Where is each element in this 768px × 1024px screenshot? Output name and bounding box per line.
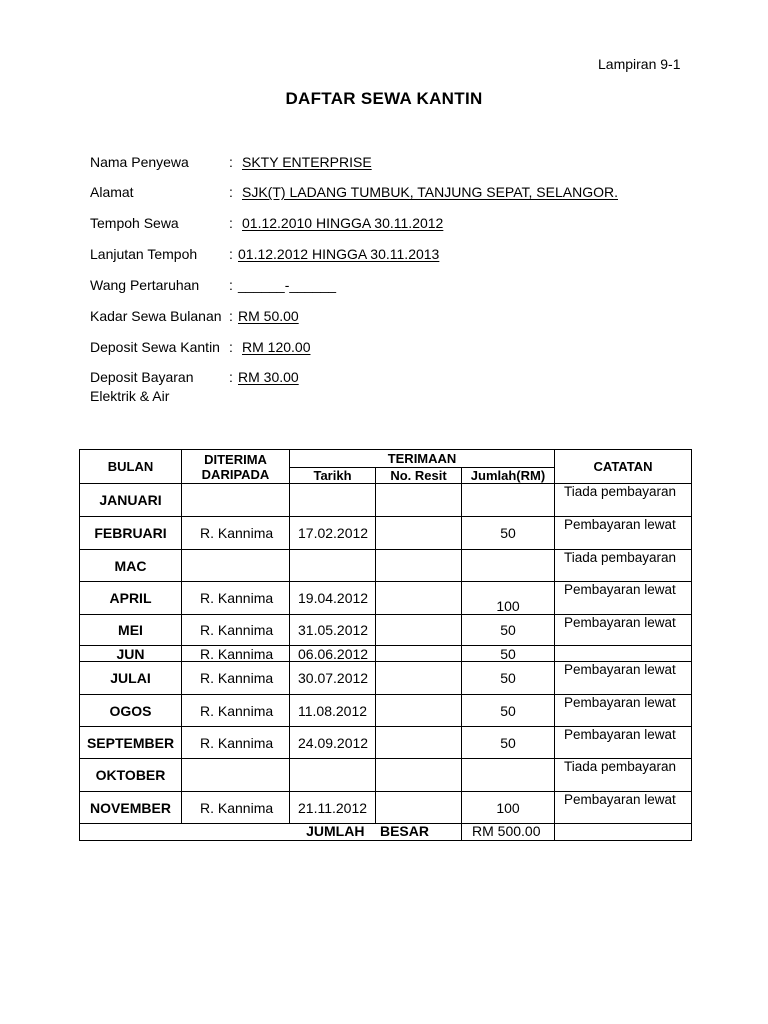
cell-from — [182, 484, 290, 517]
appendix-label: Lampiran 9-1 — [598, 56, 681, 72]
cell-amount: 50 — [462, 646, 555, 662]
table-row — [80, 727, 692, 759]
cell-note: Pembayaran lewat — [555, 695, 692, 727]
cell-note: Pembayaran lewat — [555, 517, 692, 550]
header-bulan: BULAN — [80, 450, 182, 484]
info-separator: : — [229, 308, 233, 324]
info-value: 01.12.2010 HINGGA 30.11.2012 — [242, 215, 444, 231]
cell-date — [290, 759, 376, 792]
info-value: SKTY ENTERPRISE — [242, 154, 372, 170]
cell-amount: 100 — [462, 792, 555, 824]
cell-from: R. Kannima — [182, 615, 290, 646]
info-label: Tempoh Sewa — [90, 215, 179, 231]
total-row — [80, 824, 692, 841]
page-title: DAFTAR SEWA KANTIN — [285, 89, 483, 108]
info-label-line2: Elektrik & Air — [90, 388, 170, 404]
cell-resit — [376, 662, 462, 695]
cell-resit — [376, 517, 462, 550]
cell-note: Tiada pembayaran — [555, 484, 692, 517]
header-jumlah: Jumlah(RM) — [462, 468, 555, 484]
cell-amount: 100 — [462, 582, 555, 615]
cell-month: JANUARI — [80, 484, 182, 517]
info-separator: : — [229, 339, 233, 355]
cell-date: 11.08.2012 — [290, 695, 376, 727]
info-label: Lanjutan Tempoh — [90, 246, 198, 262]
cell-month: APRIL — [80, 582, 182, 615]
cell-amount: 50 — [462, 517, 555, 550]
info-label: Alamat — [90, 184, 134, 200]
info-label: Wang Pertaruhan — [90, 277, 200, 293]
cell-from: R. Kannima — [182, 695, 290, 727]
cell-from: R. Kannima — [182, 792, 290, 824]
rent-table — [79, 449, 692, 841]
cell-month: MAC — [80, 550, 182, 582]
info-value: 01.12.2012 HINGGA 30.11.2013 — [238, 246, 440, 262]
info-separator: : — [229, 246, 233, 262]
cell-resit — [376, 646, 462, 662]
table-row — [80, 695, 692, 727]
cell-amount: 50 — [462, 662, 555, 695]
total-note — [555, 824, 692, 841]
cell-date — [290, 484, 376, 517]
cell-date: 17.02.2012 — [290, 517, 376, 550]
cell-month: JUN — [80, 646, 182, 662]
cell-from — [182, 550, 290, 582]
info-separator: : — [229, 154, 233, 170]
info-label: Deposit Bayaran — [90, 369, 194, 385]
cell-note — [555, 646, 692, 662]
cell-month: FEBRUARI — [80, 517, 182, 550]
cell-resit — [376, 727, 462, 759]
table-row — [80, 759, 692, 792]
cell-resit — [376, 484, 462, 517]
info-value: RM 120.00 — [242, 339, 311, 355]
info-label: Kadar Sewa Bulanan — [90, 308, 222, 324]
cell-note: Pembayaran lewat — [555, 615, 692, 646]
table-header-row — [80, 450, 692, 468]
table-row — [80, 484, 692, 517]
cell-amount: 50 — [462, 727, 555, 759]
cell-resit — [376, 759, 462, 792]
cell-resit — [376, 550, 462, 582]
cell-amount — [462, 484, 555, 517]
cell-amount — [462, 759, 555, 792]
cell-note: Pembayaran lewat — [555, 582, 692, 615]
cell-date: 06.06.2012 — [290, 646, 376, 662]
cell-month: SEPTEMBER — [80, 727, 182, 759]
table-row — [80, 792, 692, 824]
info-separator: : — [229, 277, 233, 293]
cell-resit — [376, 615, 462, 646]
cell-date: 31.05.2012 — [290, 615, 376, 646]
cell-amount: 50 — [462, 695, 555, 727]
info-value: RM 50.00 — [238, 308, 299, 324]
table-row — [80, 662, 692, 695]
cell-note: Tiada pembayaran — [555, 759, 692, 792]
cell-date — [290, 550, 376, 582]
header-catatan: CATATAN — [555, 450, 692, 484]
cell-note: Tiada pembayaran — [555, 550, 692, 582]
header-resit: No. Resit — [376, 468, 462, 484]
header-terimaan: TERIMAAN — [290, 450, 555, 468]
cell-from: R. Kannima — [182, 662, 290, 695]
cell-from: R. Kannima — [182, 646, 290, 662]
total-label: JUMLAH BESAR — [80, 824, 462, 841]
cell-resit — [376, 792, 462, 824]
cell-amount: 50 — [462, 615, 555, 646]
table-row — [80, 582, 692, 615]
cell-resit — [376, 695, 462, 727]
cell-month: NOVEMBER — [80, 792, 182, 824]
cell-resit — [376, 582, 462, 615]
info-value: RM 30.00 — [238, 369, 299, 385]
cell-month: OGOS — [80, 695, 182, 727]
info-separator: : — [229, 369, 233, 385]
table-row — [80, 550, 692, 582]
cell-amount — [462, 550, 555, 582]
info-separator: : — [229, 215, 233, 231]
info-separator: : — [229, 184, 233, 200]
cell-date: 30.07.2012 — [290, 662, 376, 695]
cell-month: MEI — [80, 615, 182, 646]
cell-from: R. Kannima — [182, 582, 290, 615]
cell-date: 19.04.2012 — [290, 582, 376, 615]
cell-note: Pembayaran lewat — [555, 662, 692, 695]
table-row — [80, 646, 692, 662]
info-value: SJK(T) LADANG TUMBUK, TANJUNG SEPAT, SELANGOR. — [242, 184, 618, 200]
cell-month: JULAI — [80, 662, 182, 695]
cell-date: 21.11.2012 — [290, 792, 376, 824]
table-row — [80, 615, 692, 646]
cell-date: 24.09.2012 — [290, 727, 376, 759]
total-value: RM 500.00 — [462, 824, 555, 841]
info-value: ______-______ — [238, 277, 337, 293]
header-tarikh: Tarikh — [290, 468, 376, 484]
header-diterima: DITERIMA DARIPADA — [182, 450, 290, 484]
info-label: Deposit Sewa Kantin — [90, 339, 220, 355]
cell-from: R. Kannima — [182, 517, 290, 550]
cell-note: Pembayaran lewat — [555, 727, 692, 759]
info-label: Nama Penyewa — [90, 154, 189, 170]
cell-from — [182, 759, 290, 792]
cell-month: OKTOBER — [80, 759, 182, 792]
cell-note: Pembayaran lewat — [555, 792, 692, 824]
cell-from: R. Kannima — [182, 727, 290, 759]
table-row — [80, 517, 692, 550]
